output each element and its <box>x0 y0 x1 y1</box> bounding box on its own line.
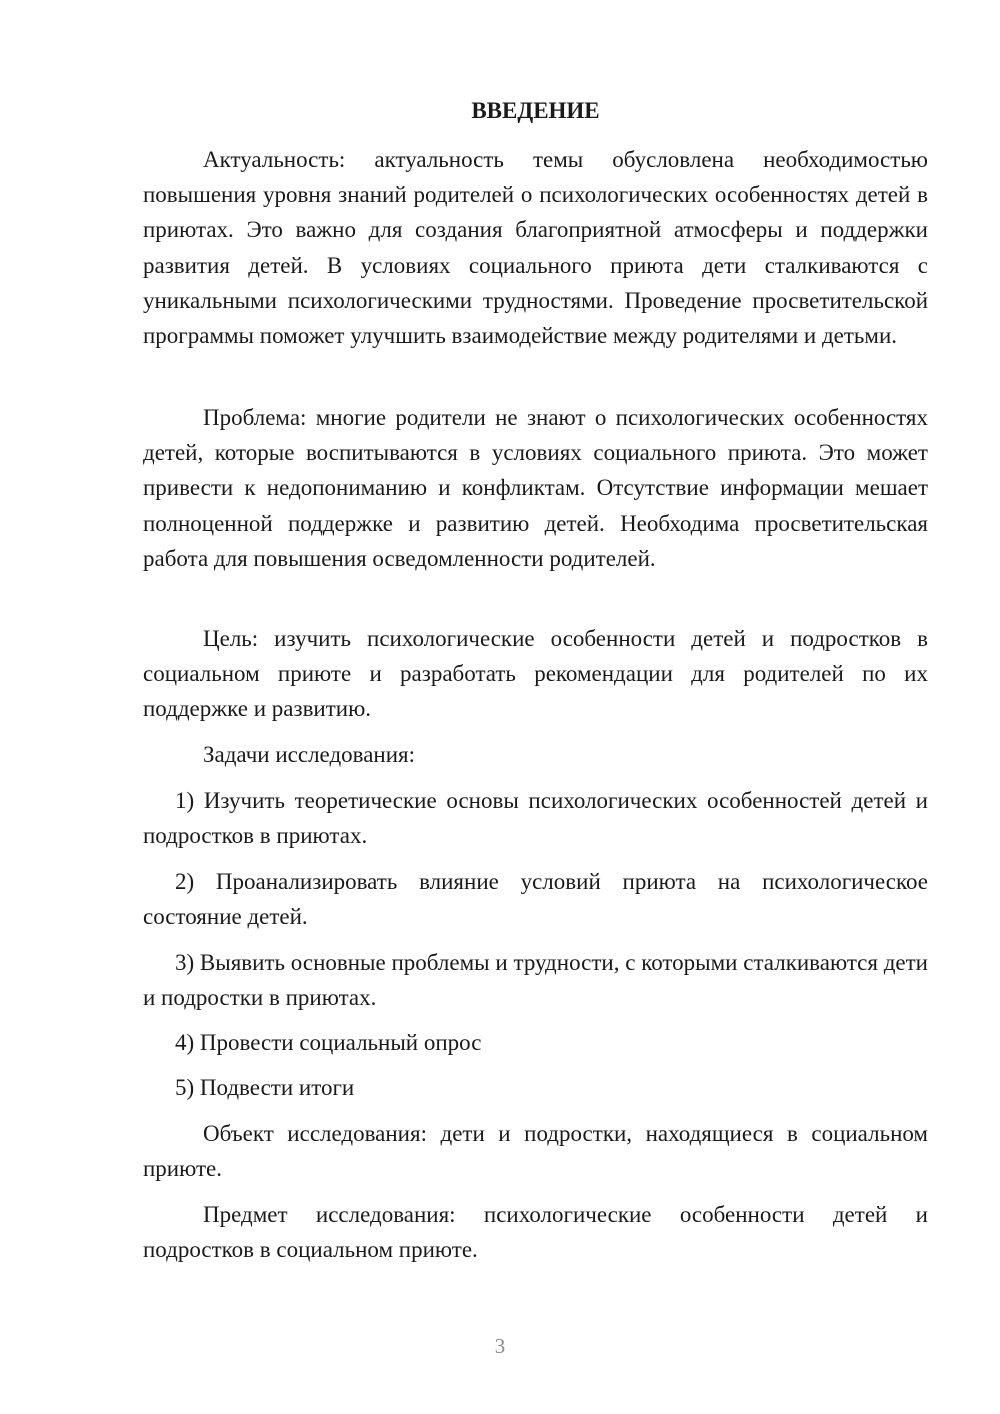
page-title: ВВЕДЕНИЕ <box>471 98 600 123</box>
list-item-task-3: 3) Выявить основные проблемы и трудности, с которыми сталкиваются дети и подростки в приютах. <box>143 950 928 1011</box>
paragraph-subject: Предмет исследования: психологические особенности детей и подростков в социальном приюте. <box>143 1202 928 1263</box>
paragraph-goal: Цель: изучить психологические особенности детей и подростков в социальном приюте и разработать рекомендации для родителей по их поддержке и развитию. <box>143 626 928 722</box>
page-number: 3 <box>494 1334 506 1358</box>
paragraph-relevance: Актуальность: актуальность темы обусловлена необходимостью повышения уровня знаний родителей о психологических особенностях детей в приютах. Это важно для создания благоприятной атмосферы и поддержки развития детей. В условиях социального приюта дети сталкиваются с уникальными психологическими трудностями. Проведение просветительской программы поможет улучшить взаимодействие между родителями и детьми. <box>143 147 928 349</box>
list-item-task-2: 2) Проанализировать влияние условий приюта на психологическое состояние детей. <box>143 869 928 930</box>
list-item-task-1: 1) Изучить теоретические основы психологических особенностей детей и подростков в приютах. <box>143 788 928 849</box>
paragraph-problem: Проблема: многие родители не знают о психологических особенностях детей, которые воспитываются в условиях социального приюта. Это может привести к недопониманию и конфликтам. Отсутствие информации мешает полноценной поддержке и развитию детей. Необходима просветительская работа для повышения осведомленности родителей. <box>143 405 928 571</box>
list-item-task-5: 5) Подвести итоги <box>175 1075 355 1100</box>
tasks-heading: Задачи исследования: <box>203 742 416 767</box>
paragraph-object: Объект исследования: дети и подростки, находящиеся в социальном приюте. <box>143 1121 928 1182</box>
list-item-task-4: 4) Провести социальный опрос <box>175 1030 482 1055</box>
